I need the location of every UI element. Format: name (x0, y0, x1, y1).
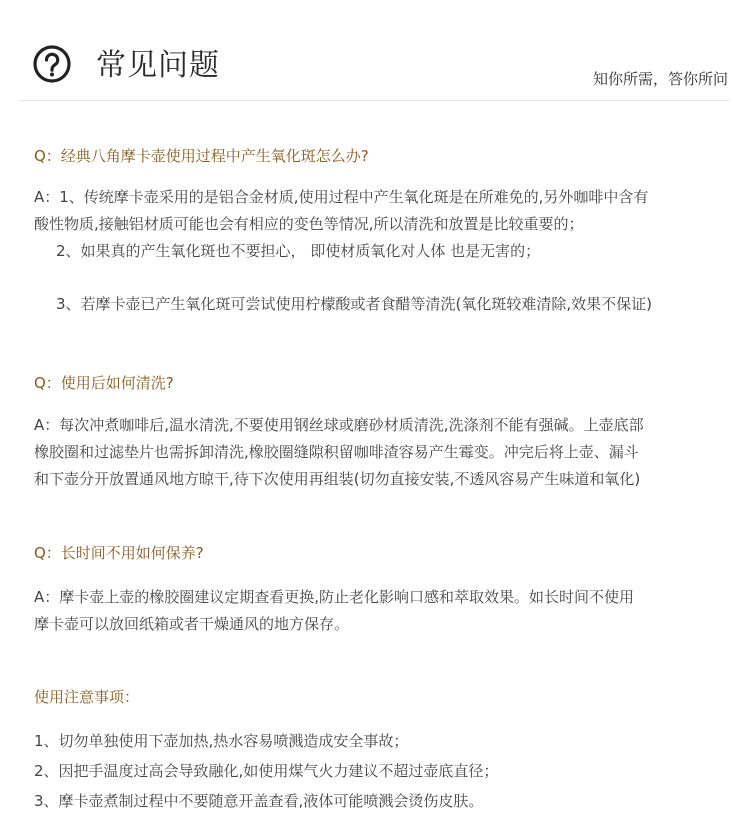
answer-line: A：每次冲煮咖啡后,温水清洗,不要使用钢丝球或磨砂材质清洗,洗涤剂不能有强碱。上壶底部 (34, 416, 644, 434)
answer-line: 和下壶分开放置通风地方晾干,待下次使用再组装(切勿直接安装,不透风容易产生味道和氧化) (34, 470, 641, 488)
page-header (0, 0, 750, 110)
answer-line: 3、若摩卡壶已产生氧化斑可尝试使用柠檬酸或者食醋等清洗(氧化斑较难清除,效果不保证) (56, 295, 653, 313)
list-item: 1、切勿单独使用下壶加热,热水容易喷溅造成安全事故； (34, 732, 409, 750)
answer-line: 摩卡壶可以放回纸箱或者干燥通风的地方保存。 (34, 615, 350, 633)
answer-line: A：摩卡壶上壶的橡胶圈建议定期查看更换,防止老化影响口感和萃取效果。如长时间不使用 (34, 588, 635, 606)
question-circle-icon (32, 44, 72, 84)
page-title: 常见问题 (96, 48, 220, 83)
header-divider (20, 100, 730, 101)
faq-answer (34, 584, 728, 638)
faq-answer (34, 184, 728, 318)
notes-list (34, 726, 728, 816)
faq-question: Q：使用后如何清洗? (34, 374, 174, 392)
answer-line: 酸性物质,接触铝材质可能也会有相应的变色等情况,所以清洗和放置是比较重要的； (34, 215, 584, 233)
list-item: 3、摩卡壶煮制过程中不要随意开盖查看,液体可能喷溅会烫伤皮肤。 (34, 792, 484, 810)
notes-heading: 使用注意事项： (34, 688, 140, 706)
answer-line: 2、如果真的产生氧化斑也不要担心， 即使材质氧化对人体 也是无害的； (56, 242, 541, 260)
faq-question: Q：长时间不用如何保养? (34, 544, 204, 562)
page-subtitle: 知你所需，答你所问 (592, 70, 728, 88)
answer-line: 橡胶圈和过滤垫片也需拆卸清洗,橡胶圈缝隙积留咖啡渣容易产生霉变。冲完后将上壶、漏斗 (34, 443, 639, 461)
faq-question: Q：经典八角摩卡壶使用过程中产生氧化斑怎么办? (34, 147, 369, 165)
faq-answer (34, 412, 728, 493)
answer-line: A：1、传统摩卡壶采用的是铝合金材质,使用过程中产生氧化斑是在所难免的,另外咖啡中含有 (34, 188, 649, 206)
list-item: 2、因把手温度过高会导致融化,如使用煤气火力建议不超过壶底直径； (34, 762, 499, 780)
